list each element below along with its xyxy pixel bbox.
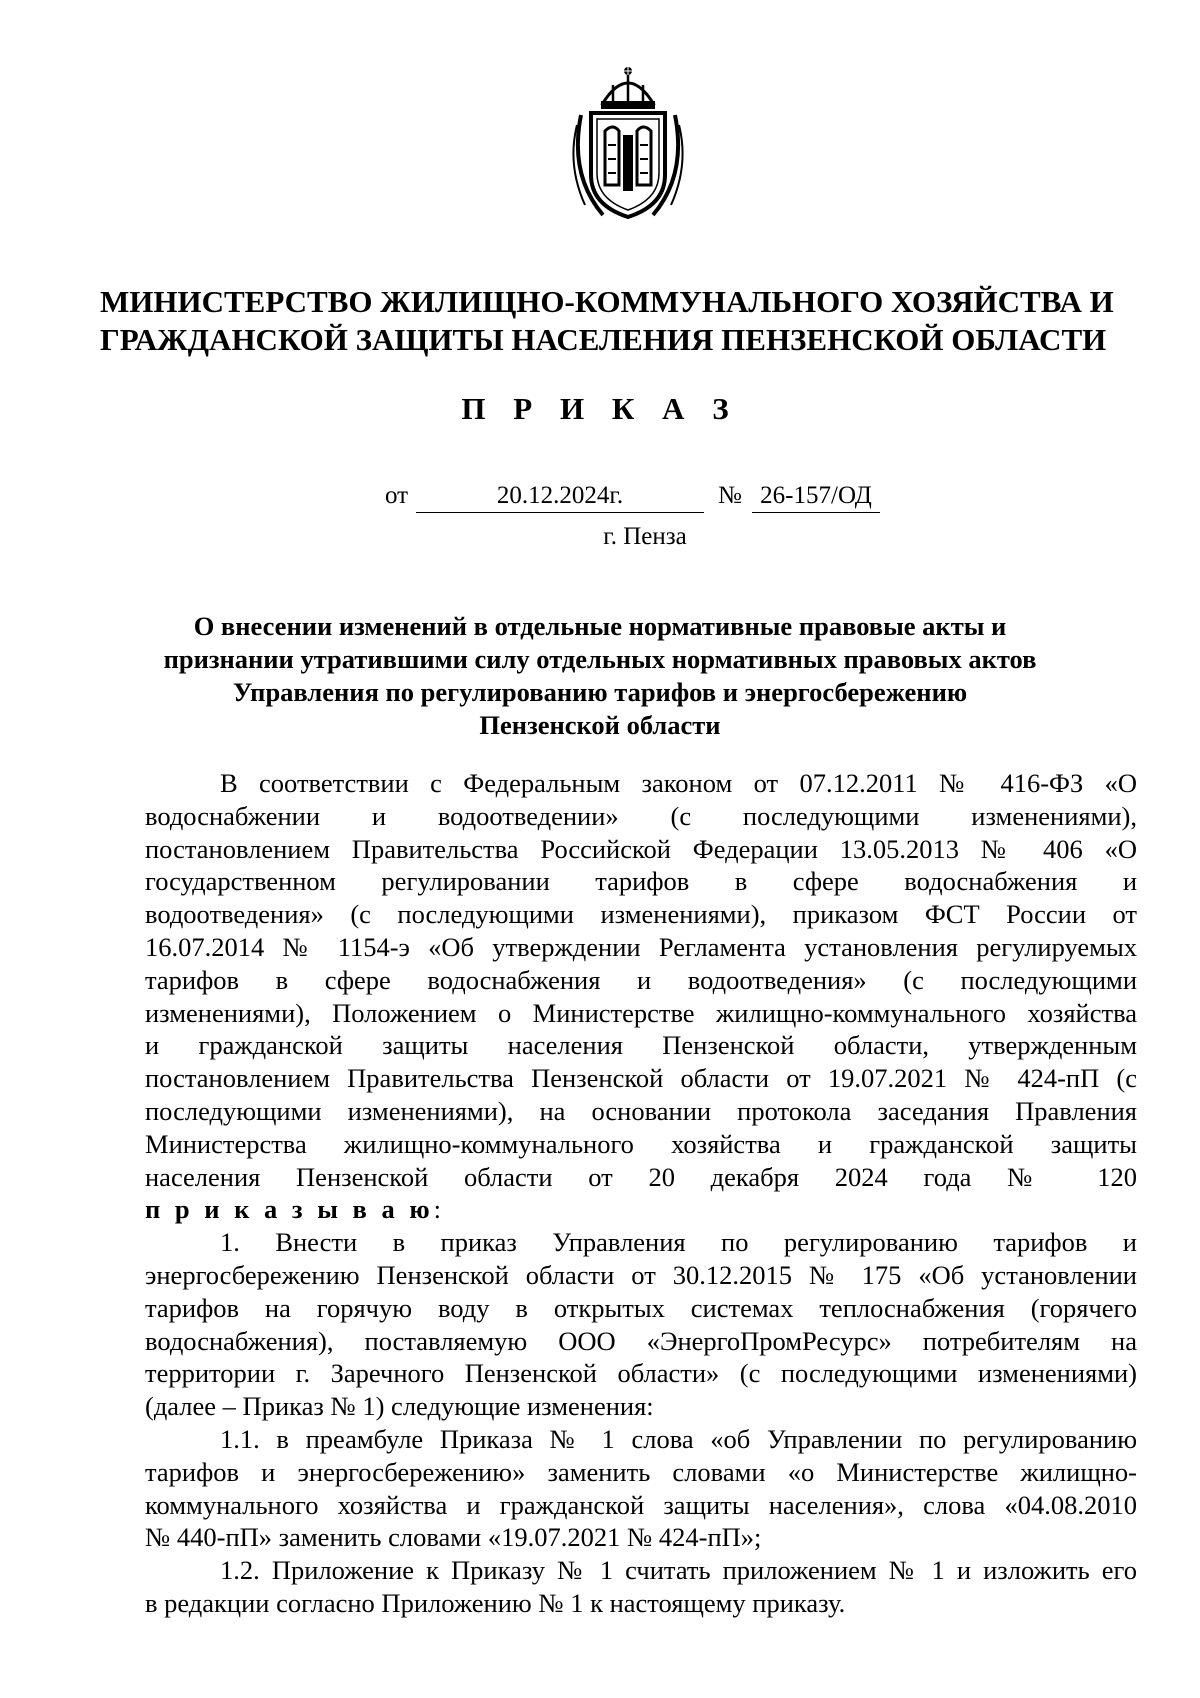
body-line: Министерства жилищно-коммунального хозяйства и гражданской защиты [145, 1128, 1137, 1159]
body-line: последующими изменениями), на основании протокола заседания Правления [145, 1095, 1137, 1126]
date-label: от [385, 482, 409, 509]
body-line: В соответствии с Федеральным законом от 07.12.2011 № 416-ФЗ «О [220, 768, 1137, 798]
body-line: в редакции согласно Приложению № 1 к настоящему приказу. [145, 1587, 846, 1618]
document-body [145, 767, 1137, 1620]
body-line: 1.2. Приложение к Приказу № 1 считать приложением № 1 и изложить его [220, 1555, 1137, 1586]
document-number: 26-157/ОД [752, 480, 880, 513]
body-line: и гражданской защиты населения Пензенской области, утвержденным [145, 1030, 1137, 1061]
subject-line2: признании утратившими силу отдельных нормативных правовых актов [163, 644, 1037, 674]
subject-heading [150, 610, 1050, 742]
body-line: территории г. Заречного Пензенской области» (с последующими изменениями) [145, 1358, 1137, 1389]
body-line: изменениями), Положением о Министерстве жилищно-коммунального хозяйства [145, 997, 1137, 1028]
body-line: 1. Внести в приказ Управления по регулированию тарифов и [220, 1227, 1137, 1258]
body-line: энергосбережению Пензенской области от 30.12.2015 № 175 «Об установлении [145, 1259, 1137, 1290]
ministry-name-line2: ГРАЖДАНСКОЙ ЗАЩИТЫ НАСЕЛЕНИЯ ПЕНЗЕНСКОЙ ОБЛАСТИ [100, 322, 1107, 357]
order-word-line [145, 1193, 1137, 1226]
order-word-suffix: : [433, 1194, 441, 1225]
body-line: тарифов и энергосбережению» заменить словами «о Министерстве жилищно- [145, 1456, 1137, 1487]
body-line: тарифов в сфере водоснабжения и водоотведения» (с последующими [145, 964, 1137, 995]
body-line: водоотведения» (с последующими изменениями), приказом ФСТ России от [145, 899, 1137, 930]
subject-line3: Управления по регулированию тарифов и энергосбережению [232, 677, 968, 707]
subject-line4: Пензенской области [479, 710, 721, 740]
body-line: водоснабжении и водоотведении» (с последующими изменениями), [145, 800, 1137, 831]
body-line: тарифов на горячую воду в открытых системах теплоснабжения (горячего [145, 1292, 1137, 1323]
body-line: населения Пензенской области от 20 декабря 2024 года № 120 [145, 1161, 1137, 1192]
city: г. Пенза [603, 523, 687, 550]
ministry-name [100, 283, 1114, 359]
number-label: № [718, 482, 742, 509]
ministry-name-line1: МИНИСТЕРСТВО ЖИЛИЩНО-КОММУНАЛЬНОГО ХОЗЯЙСТВА И [100, 284, 1114, 319]
date-value: 20.12.2024г. [416, 480, 704, 513]
body-line: № 440-пП» заменить словами «19.07.2021 № 424-пП»; [145, 1522, 762, 1553]
order-word: п р и к а з ы в а ю [145, 1194, 434, 1225]
body-line: коммунального хозяйства и гражданской защиты населения», слова «04.08.2010 [145, 1489, 1137, 1520]
subject-line1: О внесении изменений в отдельные нормативные правовые акты и [193, 611, 1007, 641]
body-line: 1.1. в преамбуле Приказа № 1 слова «об Управлении по регулированию [220, 1423, 1137, 1454]
body-line: (далее – Приказ № 1) следующие изменения: [145, 1391, 654, 1422]
body-line: постановлением Правительства Российской Федерации 13.05.2013 № 406 «О [145, 833, 1137, 864]
body-line: государственном регулировании тарифов в сфере водоснабжения и [145, 866, 1137, 897]
body-line: водоснабжения), поставляемую ООО «ЭнергоПромРесурс» потребителям на [145, 1325, 1137, 1356]
body-line: 16.07.2014 № 1154-э «Об утверждении Регламента установления регулируемых [145, 931, 1137, 962]
document-type-title: П Р И К А З [461, 391, 739, 426]
coat-of-arms-emblem [563, 65, 693, 225]
body-line: постановлением Правительства Пензенской области от 19.07.2021 № 424-пП (с [145, 1063, 1137, 1094]
